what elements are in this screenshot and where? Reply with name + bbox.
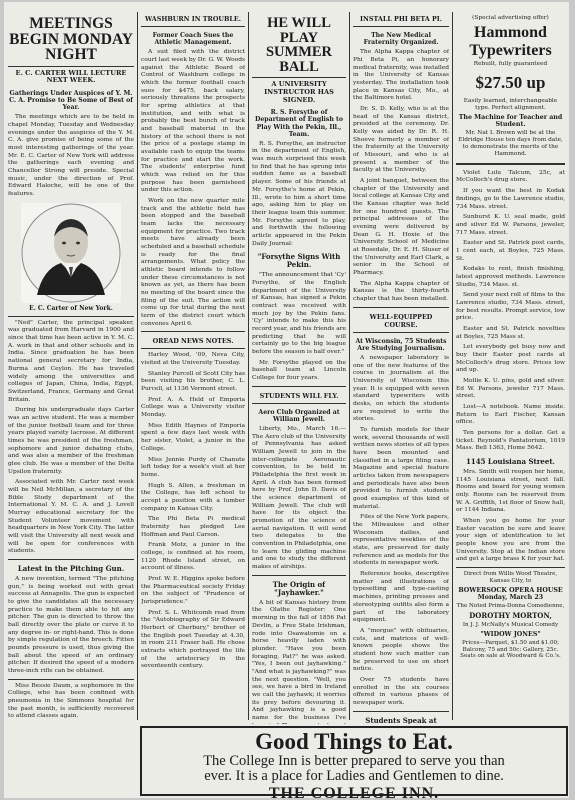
newspaper-page — [4, 2, 569, 798]
theatre-line: Prices—Parquet, $1.50 and $1.00; Balcony, 75 and 50c; Gallery, 25c. — [462, 639, 559, 653]
article-paragraph: To furnish models for their work, several thousands of well written news stories of all types have been mounted and classified in a large filing case. Magazine and special feature articles taken from newspapers and periodicals have also been provided to furnish students good examples of this kind of material. — [353, 427, 449, 510]
article-paragraph: R. S. Forsythe, an instructor in the department of English, was much surprised this week to find that he has sprung into sudden fame as a baseball player. Some of his friends at Mr. Forsythe's home at Pekin, Ill., wrote to him a short time ago, asking him to play on their league team this summer. Mr. Forsythe agreed to play, and forthwith the following article appeared in the Pekin Daily Journal: — [252, 140, 346, 247]
column-2 — [141, 14, 245, 724]
column-rule — [452, 12, 453, 720]
article-paragraph: A bit of Kansas history from the Olathe Register: One morning in the fall of 1856 Pat Devlin, a Free State Irishman, rode into Osawatomie on a horse heavily laden with plunder. "Have you been foraging, Pat?" he was asked. "Yes, I been out jayhawking." "And what is jayhawking?" was the next question. "Well, you see, we have a bird in Ireland we call the jayhawk; it worries its prey before devouring it. And jayhawking is a good name for the business I've — [252, 599, 346, 721]
headline-course: WELL-EQUIPPED COURSE. — [369, 312, 433, 329]
deck-instructor: A UNIVERSITY INSTRUCTOR HAS SIGNED. — [264, 80, 334, 104]
ad-line: Rebuilt, fully guaranteed — [473, 61, 548, 68]
ad-title: Hammond Typewriters — [469, 23, 552, 59]
ad-line: Mr. Nat I. Brown will be at the Eldridge House ten days from date, to demonstrate the merits of the Hammond. — [458, 130, 563, 157]
headline-phi-beta-pi: INSTALL PHI BETA PI. — [360, 15, 442, 23]
article-paragraph: Miss Bessie Daum, a sophomore in the College, who has been confined with pneumonia in the Simmons hospital for the past month, is sufficiently recovered to attend classes again. — [8, 682, 134, 720]
theatre-name: BOWERSOCK OPERA HOUSE Monday, March 23 — [458, 586, 563, 601]
ad-price: $27.50 up — [475, 73, 546, 93]
theatre-star: DOROTHY MORTON, — [469, 611, 552, 621]
portrait-image — [21, 203, 121, 303]
ad-notice: (Special advertising offer) — [472, 15, 549, 21]
headline-perry: Students Speak at — [365, 715, 437, 724]
news-note: Hugh S. Allen, a freshman in the College, has left school to accept a position with a lumber company in Kansas City. — [141, 482, 245, 512]
column-3 — [252, 14, 346, 724]
classified-heading: 1145 Louisiana Street. — [465, 456, 555, 466]
article-paragraph: A joint banquet, between the chapter of the University and local college at Kansas City and the Kansas chapter was held for one hundred guests. The principal addresses of the evening were delivered by Dean G. H. Hoxie of the University School of Medicine at Rosedale, Dr. E. H. Sluser of the University and Earl Clark, a senior in the School of Pharmacy. — [353, 178, 449, 277]
classified-item: Kodaks to rent, finish finishing, latest approved methods. Lawrence Studio, 734 Mass. st. — [456, 266, 565, 288]
article-paragraph: Work on the new quarter mile track and the athletic field has been stopped and the baseball team lacks the necessary equipment for practice. Two track meets have already been scheduled and a baseball schedule is ready for the final arrangements. What policy the athletic board intends to follow under these circumstances is not known as yet, as there has been no meeting of the board since the filing of the suit. The action will come up for trial during the next term of the district court which convenes April 6. — [141, 198, 245, 327]
column-1 — [8, 14, 134, 794]
column-4 — [353, 14, 449, 724]
article-paragraph: Files of the New York papers, the Milwaukee and other Wisconsin dailies, and representative weeklies of the state, are preserved for daily reference and as models for the students in newspaper work. — [353, 514, 449, 567]
article-paragraph: Liberty, Mo., March 16.—The Aero club of the University of Pennsylvania has asked William Jewell to join in the inter-collegiate Aeronautic convention, to be held in Philadelphia the first week in April. A club has been formed here by Prof. John D. Davis of the science department of William Jewell. The club will have for its object the promotion of the science of aerial navigation. It will send two delegates to the convention in Philadelphia, one to learn the gliding machine and one to study the different makes of airships. — [252, 425, 346, 571]
college-inn-ad — [140, 726, 568, 796]
hammond-ad — [456, 15, 565, 158]
article-paragraph: During his undergraduate days Carter was an active student. He was a member of the junior football team and for three years played varsity lacrosse. At different times he was president of the freshman, sophomore and junior debating clubs, and was also a member of the freshman glee club. He was a member of the Delta Upsilon fraternity. — [8, 407, 134, 475]
article-paragraph: A newspaper laboratory is one of the new features of the course in journalism at the University of Wisconsin this year. It is equipped with seven standard typewriters with desks, on which the students are required to write the stories. — [353, 355, 449, 423]
article-paragraph: Mr. Forsythe played on the baseball team at Lincoln College for four years. — [252, 359, 346, 382]
subhead-carter: E. C. CARTER WILL LECTURE NEXT WEEK. — [15, 68, 127, 85]
classified-item: Easter and St. Patrick post cards, 1 cent each, at Boyles, 725 Mass. St. — [456, 240, 565, 262]
classified-item: Violet Lulu Talcum, 25c, at McColloch's drug store. — [456, 169, 565, 184]
deck-aero-club: Aero Club Organized at William Jewell. — [258, 408, 340, 423]
classified-item: Easter and St. Patrick novelties at Boyles, 725 Mass st. — [456, 325, 565, 340]
classified-item: Let everybody get busy now and buy their Easter post cards at McColloch's drug store. Prices low and up. — [456, 344, 565, 374]
news-note: Harley Wood, '09, Neva City, visited at the University Tuesday. — [141, 352, 245, 367]
headline-oread-news: OREAD NEWS NOTES. — [152, 337, 234, 346]
column-5 — [456, 14, 565, 722]
article-paragraph: The meetings which are to be held in chapel Monday, Tuesday and Wednesday evenings under the auspices of the Y. M. C. A. give promise of being some of the most interesting gatherings of the year. Mr. E. C. Carter of New York will address the gatherings each evening and Chancellor Strong will preside. Special music, under the direction of Prof. Edward Haloche, will be one of the features. — [8, 114, 134, 198]
classified-item: Mrs. Smith will reopen her home, 1145 Louisiana street, next fall. Rooms and board for young women only. Rooms can be reserved from W. A. Griffith, 1st floor of Snow hall, or 1144 Indiana. — [456, 469, 565, 514]
subhead-forsythe-pekin: "Forsythe Signs With Pekin. — [257, 252, 341, 270]
deck-washburn: Former Coach Sues the Athletic Management. — [152, 32, 234, 47]
theatre-show: "WIDOW JONES" — [480, 630, 541, 638]
ad-line: Easily learned, interchangeable type. Perfect alignment. — [463, 98, 558, 112]
classified-item: Lost—A notebook. Name inside. Return to Earl Fischer, Kansan office. — [456, 403, 565, 426]
classified-item: When you go home for your Easter vacation be sure and leave your sign of identification to let people know you are from the University. Stop at the Indian store and get a large brass K for your hat. — [456, 518, 565, 563]
theatre-line: The Noted Prima-Donna Comedienne, — [456, 602, 565, 609]
article-paragraph: "The announcement that 'Cy' Forsythe, of the English department of the University of Kansas, has signed a Pekin contract was received with much joy by the Pekin fans. 'Cy' intends to make this his record year, and his friends are predicting that he will certainly go to the big league before the season is half over." — [252, 272, 346, 356]
news-note: Prof. A. A. Held of Emporia College was a University visitor Monday. — [141, 396, 245, 419]
college-inn-line: ever. It is a place for Ladies and Gentlemen to dine. — [204, 768, 504, 785]
column-rule — [349, 12, 350, 720]
theatre-line: In J. J. McNally's Musical Comedy — [462, 622, 559, 629]
deck-forsythe: R. S. Forsythe of Department of English to Play With the Pekin, Ill., Team. — [254, 109, 344, 138]
news-note: Stanley Purcell of Scott City has been visiting his brother, C. L. Purcell, at 1136 Vermont street. — [141, 370, 245, 393]
portrait-caption: E. C. Carter of New York. — [29, 304, 113, 312]
deck-gatherings: Gatherings Under Auspices of Y. M. C. A. Promise to Be Some of Best of Year. — [9, 90, 133, 112]
news-note: Miss Jennie Purdy of Chanute left today for a week's visit at her home. — [141, 456, 245, 478]
classified-item: Send your next roll of films to the Lawrence studio, 734 Mass. street, for best results. Prompt service, low price. — [456, 292, 565, 322]
article-paragraph: A suit filed with the district court last week by Dr. G. W. Woods against the Athletic Board of Control of Washburn college in which the former football coach sues for $475, back salary, seriously threatens the prospects for spring athletics at that institution, and with what is probably the best bunch of track and baseball material in the history of the school there is not the price of a postage stamp in available cash to equip the teams for practice and start the work. The students' enterprise fund which was relied on for this purpose has been garnisheed under this action. — [141, 49, 245, 194]
article-paragraph: "Ned" Carter, the principal speaker, was graduated from Harvard in 1900 and since that time has been active in Y. M. C. A. work in that and other schools and in India. Since graduation he has been national general secretary for India, Burma and Ceylon. He has traveled widely among the universities and colleges of Japan, China, India, Egypt, Switzerland, France, Germany and Great Britain. — [8, 319, 134, 403]
article-paragraph: A "morgue" with obituaries, cuts, and matrices of well-known people shows the student how such matter can be preserved to use on short notice. — [353, 627, 449, 673]
deck-wisconsin: At Wisconsin, 75 Students Are Studying Journalism. — [355, 337, 447, 352]
classified-item: Ten persons for a dollar. Get a ticket. Reynold's Pantatorium, 1019 Mass. Bell 1363, Home 5642. — [456, 429, 565, 452]
news-note: Prof. W. E. Higgins spoke before the Pharmaceutical society Friday on the subject of "Prudence of Jurisprudence." — [141, 575, 245, 605]
article-paragraph: A new invention, termed "The pitching gun," is being worked out with great success at Annapolis. The gun is expected to give the candidates all the necessary practice to make them able to hit any pitcher. The gun is directed to throw the ball directly over the plate or curve it to any degree in- or right-hand. This is done by simple regulation of the breech. Fitten pounds pressure is used, thus giving the ball about the speed of an ordinary pitcher. If desired the speed of a modern three-inch rifle can be obtained. — [8, 576, 134, 675]
column-rule — [137, 12, 138, 720]
article-paragraph: Dr. S. D. Kelly, who is at the head of the Kansas district, presided at the ceremony. Dr. Kelly was aided by Dr. R. H. Shoeve formerly a member of the fraternity at the University of Missouri, and who is at present a member of the faculty at the University. — [353, 105, 449, 174]
news-note: Prof. S. L. Whitcomb read from the "Autobiography of Sir Edward Herbert of Cherbury," brother of the English poet Tuesday at 4.30, in room 211 Fraser hall. He chose extracts which portrayed the life of the aristocracy in the seventeenth century. — [141, 609, 245, 670]
classified-item: Sunburst K. U. seal made, gold and silver Ed W. Parsons, jeweler, 717 Mass. street. — [456, 214, 565, 236]
theatre-line: Direct from Willis Wood Theatre, Kansas City, to — [463, 571, 558, 584]
news-note: Frank Motz, a junior in the college, is confined at his room, 1120 Rhode Island street, on account of illness. — [141, 542, 245, 572]
column-rule — [248, 12, 249, 720]
article-paragraph: Over 75 students have enrolled in the six courses offered in various phases of newspaper work. — [353, 676, 449, 706]
carter-portrait-photo — [21, 203, 121, 303]
headline-summer-ball: HE WILL PLAY SUMMER BALL — [265, 15, 333, 75]
classified-item: Mollie K. U. pins, gold and silver. Ed W. Parsons, jeweler 717 Mass. street. — [456, 377, 565, 400]
article-paragraph: Associated with Mr. Carter next week will be Neil McMillan, a secretary of the Bible Study department of the International Y. M. C. A. and J. Lovell Murray educational secretary for the Student Volunteer movement with headquarters in New York City. The latter will visit the University all next week and will be open for conferences with students. — [8, 479, 134, 555]
college-inn-headline: Good Things to Eat. — [255, 729, 453, 754]
news-note: The Phi Beta Pi medical fraternity has pledged Lee Hoffman and Paul Carson. — [141, 516, 245, 538]
ad-bold-line: The Machine for Teacher and Student. — [458, 114, 563, 128]
college-inn-line: The College Inn is better prepared to serve you than — [203, 753, 505, 770]
article-paragraph: The Alpha Kappa chapter of Kansas is the thirty-fourth chapter that has been installed. — [353, 280, 449, 303]
headline-students-fly: STUDENTS WILL FLY. — [259, 391, 339, 400]
classifieds — [456, 170, 565, 660]
classified-item: If you want the best in Kodak findings, go to the Lawrence studio, 734 Mass. street. — [456, 188, 565, 210]
article-paragraph: Reference books, descriptive matter and illustrations of typesetting and type-casting machines, printing presses and stereotyping outfits also form a part of the laboratory equipment. — [353, 571, 449, 624]
article-paragraph: The Alpha Kappa chapter of Phi Beta Pi, an honorary medical fraternity, was installed in the University of Kansas yesterday. The installation took place in Kansas City, Mo., at the Baltimore hotel. — [353, 49, 449, 102]
college-inn-tagline: THE COLLEGE INN. — [268, 784, 440, 798]
headline-meetings: MEETINGS BEGIN MONDAY NIGHT — [9, 15, 133, 63]
deck-medical-fraternity: The New Medical Fraternity Organized. — [363, 32, 439, 47]
theatre-line: Seats on sale at Woodward & Co.'s. — [460, 653, 561, 660]
headline-jayhawker: The Origin of "Jayhawker." — [272, 579, 326, 597]
headline-pitching: Latest in the Pitching Gun. — [17, 563, 125, 573]
news-note: Miss Edith Haynes of Emporia spent a few days last week with her sister, Violet, a junior in the College. — [141, 422, 245, 452]
headline-washburn: WASHBURN IN TROUBLE. — [145, 15, 241, 23]
